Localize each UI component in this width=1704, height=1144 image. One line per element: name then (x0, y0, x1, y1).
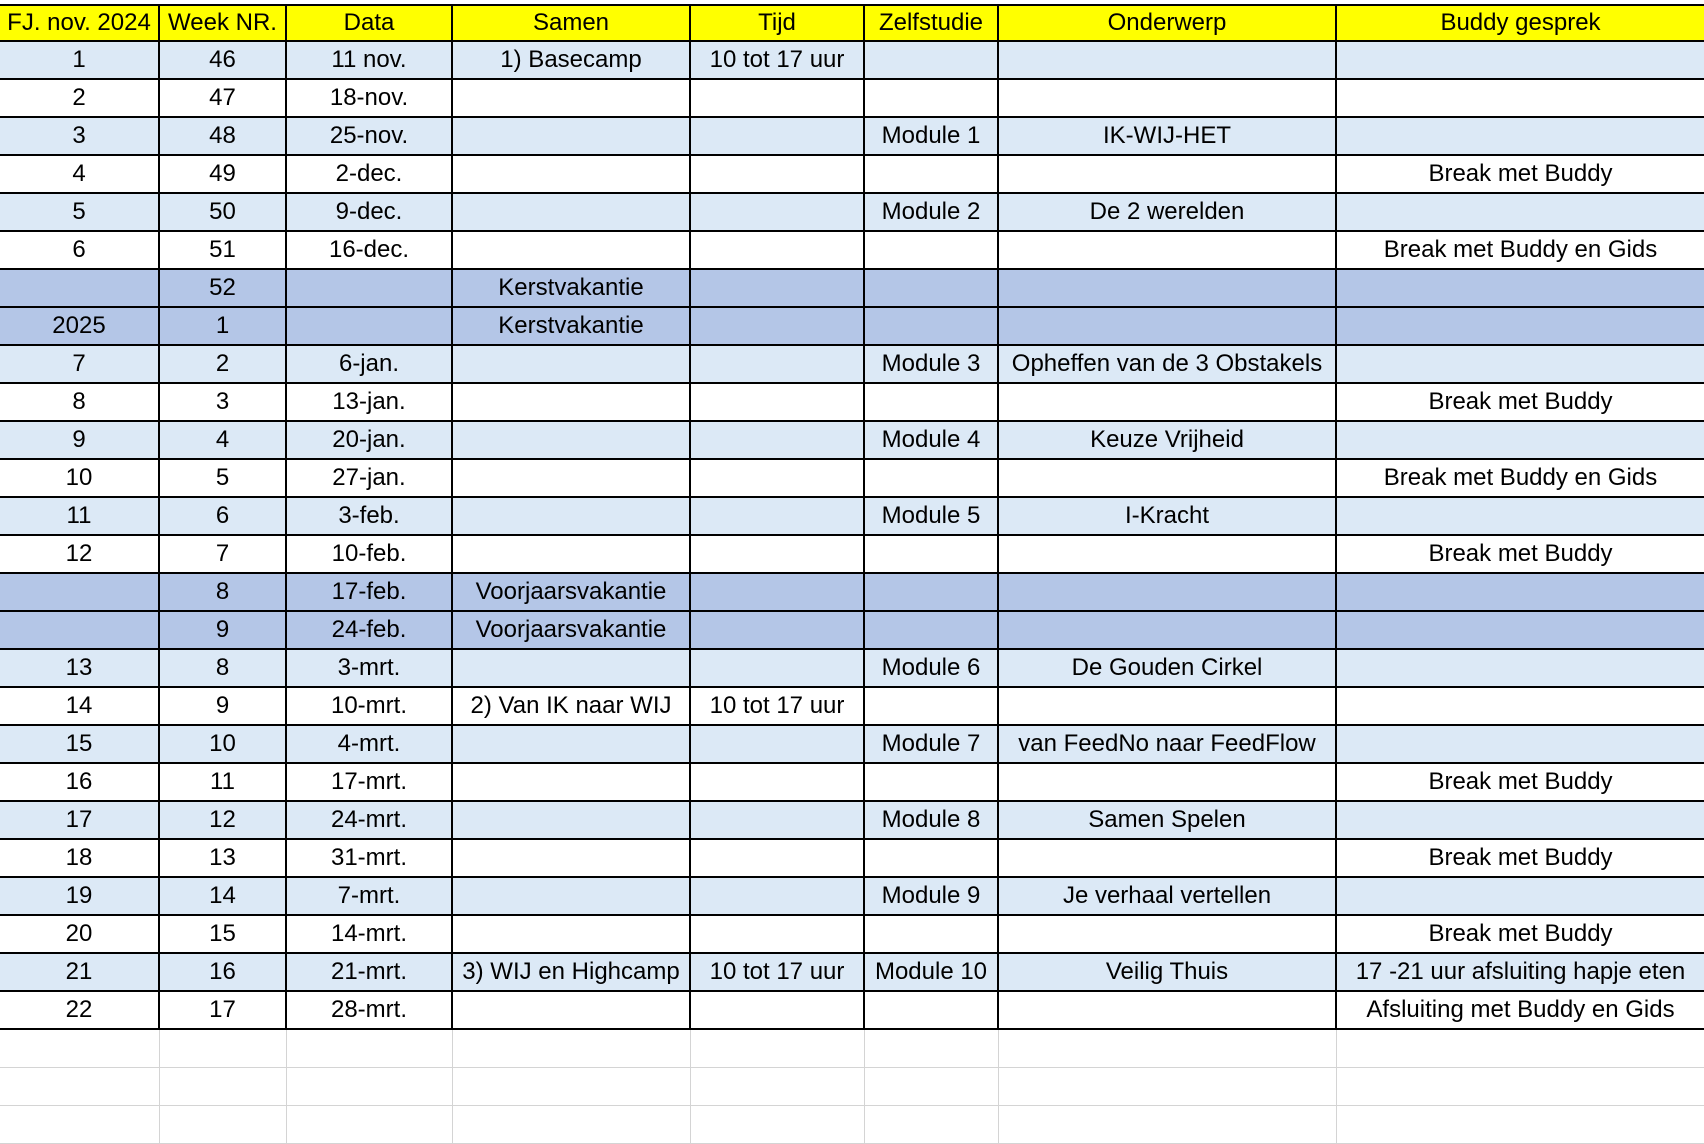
table-cell[interactable] (1337, 422, 1704, 460)
table-cell[interactable] (287, 308, 453, 346)
table-row (0, 308, 1704, 346)
empty-row (0, 1030, 1704, 1068)
table-cell[interactable]: Kerstvakantie (453, 308, 691, 346)
table-cell[interactable] (0, 270, 160, 308)
table-cell[interactable]: Voorjaarsvakantie (453, 574, 691, 612)
table-cell[interactable]: Module 3 (865, 346, 999, 384)
table-cell[interactable] (0, 612, 160, 650)
table-cell[interactable]: 16-dec. (287, 232, 453, 270)
table-cell[interactable]: I-Kracht (999, 498, 1337, 536)
table-cell[interactable] (865, 992, 999, 1030)
table-cell[interactable]: 4 (0, 156, 160, 194)
table-cell[interactable] (999, 270, 1337, 308)
table-row (0, 840, 1704, 878)
table-cell[interactable] (865, 612, 999, 650)
table-cell[interactable] (691, 118, 865, 156)
table-cell[interactable]: 2 (0, 80, 160, 118)
table-cell[interactable] (999, 1030, 1337, 1068)
table-cell[interactable] (453, 1106, 691, 1144)
table-cell[interactable]: 3 (0, 118, 160, 156)
table-cell[interactable] (999, 916, 1337, 954)
table-cell[interactable] (1337, 726, 1704, 764)
table-row (0, 118, 1704, 156)
table-row (0, 764, 1704, 802)
table-cell[interactable] (453, 156, 691, 194)
table-cell[interactable]: Module 9 (865, 878, 999, 916)
table-cell[interactable]: 10 (160, 726, 287, 764)
column-header[interactable]: Week NR. (160, 4, 287, 42)
table-cell[interactable]: 14 (0, 688, 160, 726)
table-cell[interactable]: 10 tot 17 uur (691, 954, 865, 992)
table-cell[interactable] (691, 460, 865, 498)
table-cell[interactable]: 4-mrt. (287, 726, 453, 764)
table-row (0, 688, 1704, 726)
table-cell[interactable]: Module 6 (865, 650, 999, 688)
table-cell[interactable]: 1 (160, 308, 287, 346)
table-cell[interactable]: Module 1 (865, 118, 999, 156)
table-cell[interactable]: 18-nov. (287, 80, 453, 118)
table-row (0, 916, 1704, 954)
table-cell[interactable] (865, 156, 999, 194)
table-cell[interactable] (865, 840, 999, 878)
table-cell[interactable] (691, 422, 865, 460)
table-cell[interactable]: 12 (160, 802, 287, 840)
table-cell[interactable] (691, 80, 865, 118)
table-cell[interactable] (453, 194, 691, 232)
table-cell[interactable] (999, 840, 1337, 878)
table-cell[interactable]: IK-WIJ-HET (999, 118, 1337, 156)
table-cell[interactable] (0, 1106, 160, 1144)
table-cell[interactable]: 2) Van IK naar WIJ (453, 688, 691, 726)
table-cell[interactable]: 17 (0, 802, 160, 840)
table-cell[interactable]: 46 (160, 42, 287, 80)
table-cell[interactable] (865, 536, 999, 574)
table-cell[interactable] (1337, 878, 1704, 916)
table-cell[interactable] (287, 270, 453, 308)
table-cell[interactable] (453, 726, 691, 764)
column-header[interactable]: Tijd (691, 4, 865, 42)
table-cell[interactable] (453, 460, 691, 498)
table-cell[interactable] (691, 384, 865, 422)
table-cell[interactable]: 15 (0, 726, 160, 764)
table-cell[interactable]: Break met Buddy (1337, 764, 1704, 802)
table-cell[interactable]: 6 (160, 498, 287, 536)
table-cell[interactable]: 20-jan. (287, 422, 453, 460)
table-cell[interactable]: 1) Basecamp (453, 42, 691, 80)
table-cell[interactable] (691, 308, 865, 346)
table-cell[interactable]: Module 10 (865, 954, 999, 992)
table-cell[interactable] (691, 498, 865, 536)
table-cell[interactable]: 1 (0, 42, 160, 80)
table-cell[interactable] (865, 574, 999, 612)
table-cell[interactable]: 10 (0, 460, 160, 498)
column-header[interactable]: Buddy gesprek (1337, 4, 1704, 42)
table-cell[interactable] (865, 270, 999, 308)
table-cell[interactable]: 17-mrt. (287, 764, 453, 802)
table-cell[interactable] (453, 878, 691, 916)
table-cell[interactable]: 50 (160, 194, 287, 232)
table-cell[interactable] (691, 992, 865, 1030)
table-cell[interactable]: 25-nov. (287, 118, 453, 156)
table-row (0, 422, 1704, 460)
table-cell[interactable]: 15 (160, 916, 287, 954)
table-cell[interactable] (453, 1030, 691, 1068)
table-row (0, 270, 1704, 308)
table-cell[interactable] (999, 1106, 1337, 1144)
table-cell[interactable]: De 2 werelden (999, 194, 1337, 232)
table-cell[interactable] (691, 232, 865, 270)
table-cell[interactable] (691, 650, 865, 688)
table-cell[interactable] (453, 992, 691, 1030)
table-cell[interactable]: 21 (0, 954, 160, 992)
table-cell[interactable] (1337, 118, 1704, 156)
table-cell[interactable]: Voorjaarsvakantie (453, 612, 691, 650)
table-cell[interactable] (453, 650, 691, 688)
table-row (0, 460, 1704, 498)
table-cell[interactable]: 11 nov. (287, 42, 453, 80)
table-cell[interactable] (1337, 42, 1704, 80)
table-cell[interactable]: 13-jan. (287, 384, 453, 422)
table-cell[interactable] (1337, 498, 1704, 536)
table-cell[interactable]: 7 (160, 536, 287, 574)
table-cell[interactable]: Break met Buddy en Gids (1337, 460, 1704, 498)
table-cell[interactable]: 7 (0, 346, 160, 384)
table-cell[interactable] (1337, 802, 1704, 840)
table-row (0, 612, 1704, 650)
table-row (0, 156, 1704, 194)
table-cell[interactable] (691, 194, 865, 232)
table-cell[interactable]: 22 (0, 992, 160, 1030)
column-header[interactable]: Samen (453, 4, 691, 42)
table-cell[interactable] (691, 1068, 865, 1106)
table-cell[interactable]: 20 (0, 916, 160, 954)
table-cell[interactable] (1337, 688, 1704, 726)
column-header[interactable]: Data (287, 4, 453, 42)
table-cell[interactable]: 10 tot 17 uur (691, 688, 865, 726)
table-row (0, 42, 1704, 80)
table-row (0, 574, 1704, 612)
table-cell[interactable]: 2 (160, 346, 287, 384)
table-cell[interactable]: van FeedNo naar FeedFlow (999, 726, 1337, 764)
table-cell[interactable]: 3-mrt. (287, 650, 453, 688)
table-cell[interactable] (999, 460, 1337, 498)
table-cell[interactable]: 51 (160, 232, 287, 270)
table-cell[interactable]: Samen Spelen (999, 802, 1337, 840)
table-cell[interactable] (691, 156, 865, 194)
table-cell[interactable] (453, 764, 691, 802)
table-cell[interactable] (865, 688, 999, 726)
table-cell[interactable]: Keuze Vrijheid (999, 422, 1337, 460)
table-cell[interactable]: 31-mrt. (287, 840, 453, 878)
table-cell[interactable] (999, 308, 1337, 346)
table-cell[interactable]: De Gouden Cirkel (999, 650, 1337, 688)
table-cell[interactable] (453, 346, 691, 384)
table-cell[interactable]: 9 (160, 612, 287, 650)
table-cell[interactable]: 17-feb. (287, 574, 453, 612)
table-cell[interactable] (1337, 194, 1704, 232)
table-row (0, 80, 1704, 118)
table-cell[interactable] (453, 840, 691, 878)
table-cell[interactable]: 47 (160, 80, 287, 118)
table-cell[interactable] (1337, 650, 1704, 688)
table-row (0, 346, 1704, 384)
table-cell[interactable]: 17 -21 uur afsluiting hapje eten (1337, 954, 1704, 992)
table-cell[interactable] (865, 42, 999, 80)
table-cell[interactable] (691, 802, 865, 840)
table-cell[interactable] (865, 80, 999, 118)
table-cell[interactable]: Module 8 (865, 802, 999, 840)
header-row (0, 4, 1704, 42)
table-cell[interactable] (453, 384, 691, 422)
empty-row (0, 1106, 1704, 1144)
table-cell[interactable] (1337, 612, 1704, 650)
table-cell[interactable]: Break met Buddy (1337, 384, 1704, 422)
table-cell[interactable]: 24-mrt. (287, 802, 453, 840)
table-cell[interactable] (453, 802, 691, 840)
table-cell[interactable]: 10-feb. (287, 536, 453, 574)
table-cell[interactable]: Module 7 (865, 726, 999, 764)
table-row (0, 802, 1704, 840)
table-cell[interactable]: Afsluiting met Buddy en Gids (1337, 992, 1704, 1030)
table-cell[interactable] (453, 1068, 691, 1106)
table-cell[interactable] (999, 992, 1337, 1030)
table-cell[interactable] (999, 232, 1337, 270)
table-cell[interactable]: Opheffen van de 3 Obstakels (999, 346, 1337, 384)
table-cell[interactable] (865, 1068, 999, 1106)
table-cell[interactable] (999, 688, 1337, 726)
table-cell[interactable]: 3 (160, 384, 287, 422)
table-cell[interactable]: Module 4 (865, 422, 999, 460)
table-cell[interactable]: Break met Buddy (1337, 840, 1704, 878)
table-cell[interactable]: 10 tot 17 uur (691, 42, 865, 80)
table-row (0, 878, 1704, 916)
table-cell[interactable] (287, 1068, 453, 1106)
table-cell[interactable]: 11 (0, 498, 160, 536)
table-cell[interactable] (999, 156, 1337, 194)
table-row (0, 498, 1704, 536)
table-cell[interactable]: 13 (0, 650, 160, 688)
column-header[interactable]: Onderwerp (999, 4, 1337, 42)
table-cell[interactable] (1337, 1030, 1704, 1068)
table-cell[interactable]: 11 (160, 764, 287, 802)
table-cell[interactable] (691, 612, 865, 650)
table-row (0, 992, 1704, 1030)
table-cell[interactable] (1337, 80, 1704, 118)
table-cell[interactable]: 3-feb. (287, 498, 453, 536)
table-cell[interactable] (453, 916, 691, 954)
table-cell[interactable]: 6 (0, 232, 160, 270)
table-row (0, 954, 1704, 992)
table-cell[interactable] (691, 878, 865, 916)
table-cell[interactable]: 8 (160, 574, 287, 612)
table-cell[interactable]: Module 5 (865, 498, 999, 536)
table-cell[interactable]: Veilig Thuis (999, 954, 1337, 992)
table-cell[interactable] (453, 422, 691, 460)
table-cell[interactable]: 6-jan. (287, 346, 453, 384)
table-row (0, 232, 1704, 270)
table-row (0, 194, 1704, 232)
table-cell[interactable] (691, 536, 865, 574)
table-cell[interactable] (999, 384, 1337, 422)
table-cell[interactable]: Kerstvakantie (453, 270, 691, 308)
table-cell[interactable] (0, 1068, 160, 1106)
table-cell[interactable]: 9 (160, 688, 287, 726)
table-cell[interactable]: 3) WIJ en Highcamp (453, 954, 691, 992)
table-cell[interactable] (691, 1030, 865, 1068)
table-cell[interactable]: 9 (0, 422, 160, 460)
column-header[interactable]: FJ. nov. 2024 (0, 4, 160, 42)
table-cell[interactable]: 17 (160, 992, 287, 1030)
table-cell[interactable] (453, 536, 691, 574)
table-cell[interactable] (999, 574, 1337, 612)
table-cell[interactable]: Break met Buddy en Gids (1337, 232, 1704, 270)
table-cell[interactable] (1337, 308, 1704, 346)
table-cell[interactable]: Module 2 (865, 194, 999, 232)
table-cell[interactable] (865, 916, 999, 954)
table-cell[interactable] (691, 574, 865, 612)
table-cell[interactable]: 52 (160, 270, 287, 308)
empty-row (0, 1068, 1704, 1106)
column-header[interactable]: Zelfstudie (865, 4, 999, 42)
table-row (0, 726, 1704, 764)
table-cell[interactable] (160, 1030, 287, 1068)
table-cell[interactable] (691, 270, 865, 308)
table-cell[interactable]: 16 (160, 954, 287, 992)
table-row (0, 536, 1704, 574)
table-cell[interactable] (0, 574, 160, 612)
table-cell[interactable] (691, 916, 865, 954)
table-cell[interactable] (1337, 1068, 1704, 1106)
table-cell[interactable]: 9-dec. (287, 194, 453, 232)
table-cell[interactable] (287, 1106, 453, 1144)
table-cell[interactable] (1337, 346, 1704, 384)
table-cell[interactable] (691, 346, 865, 384)
table-cell[interactable]: 21-mrt. (287, 954, 453, 992)
table-cell[interactable]: Break met Buddy (1337, 156, 1704, 194)
table-cell[interactable] (999, 1068, 1337, 1106)
table-cell[interactable]: 24-feb. (287, 612, 453, 650)
table-cell[interactable]: Je verhaal vertellen (999, 878, 1337, 916)
table-cell[interactable]: 14-mrt. (287, 916, 453, 954)
table-cell[interactable] (453, 498, 691, 536)
table-cell[interactable] (865, 232, 999, 270)
table-cell[interactable] (865, 1106, 999, 1144)
table-row (0, 384, 1704, 422)
table-cell[interactable] (691, 764, 865, 802)
table-cell[interactable]: 2-dec. (287, 156, 453, 194)
table-cell[interactable]: 2025 (0, 308, 160, 346)
table-cell[interactable] (0, 1030, 160, 1068)
table-cell[interactable] (865, 1030, 999, 1068)
table-cell[interactable]: 8 (0, 384, 160, 422)
table-cell[interactable] (865, 764, 999, 802)
table-cell[interactable] (453, 232, 691, 270)
table-cell[interactable] (691, 726, 865, 764)
table-cell[interactable]: Break met Buddy (1337, 536, 1704, 574)
table-cell[interactable] (865, 460, 999, 498)
table-cell[interactable]: 5 (0, 194, 160, 232)
table-cell[interactable]: 19 (0, 878, 160, 916)
table-cell[interactable] (999, 80, 1337, 118)
table-cell[interactable]: 13 (160, 840, 287, 878)
table-cell[interactable] (160, 1106, 287, 1144)
table-cell[interactable] (999, 42, 1337, 80)
table-cell[interactable]: 14 (160, 878, 287, 916)
table-cell[interactable] (999, 612, 1337, 650)
table-cell[interactable] (287, 1030, 453, 1068)
table-row (0, 650, 1704, 688)
table-cell[interactable] (1337, 1106, 1704, 1144)
table-cell[interactable] (691, 840, 865, 878)
table-cell[interactable]: 12 (0, 536, 160, 574)
table-cell[interactable]: 28-mrt. (287, 992, 453, 1030)
table-cell[interactable] (865, 384, 999, 422)
table-cell[interactable]: 48 (160, 118, 287, 156)
table-cell[interactable] (999, 764, 1337, 802)
table-cell[interactable] (1337, 574, 1704, 612)
table-cell[interactable] (453, 118, 691, 156)
table-cell[interactable]: 4 (160, 422, 287, 460)
table-cell[interactable] (691, 1106, 865, 1144)
table-cell[interactable]: 10-mrt. (287, 688, 453, 726)
table-cell[interactable] (865, 308, 999, 346)
table-cell[interactable] (453, 80, 691, 118)
table-cell[interactable] (999, 536, 1337, 574)
table-cell[interactable]: 8 (160, 650, 287, 688)
table-cell[interactable] (160, 1068, 287, 1106)
table-cell[interactable]: 16 (0, 764, 160, 802)
table-cell[interactable]: 5 (160, 460, 287, 498)
table-cell[interactable]: 18 (0, 840, 160, 878)
table-cell[interactable]: 7-mrt. (287, 878, 453, 916)
table-cell[interactable]: 49 (160, 156, 287, 194)
table-cell[interactable] (1337, 270, 1704, 308)
table-cell[interactable]: Break met Buddy (1337, 916, 1704, 954)
table-cell[interactable]: 27-jan. (287, 460, 453, 498)
